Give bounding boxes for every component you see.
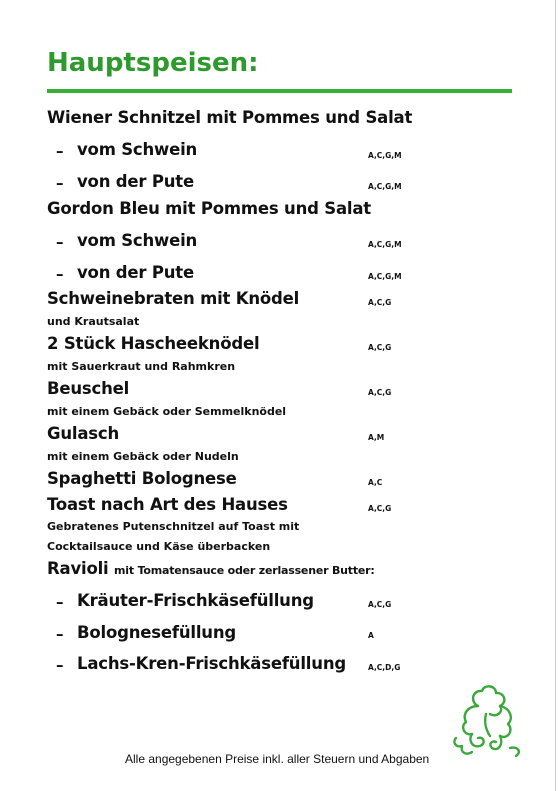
dash-marker: – <box>56 174 64 192</box>
allergen-code: A,C,G,M <box>368 182 402 191</box>
allergen-code: A,C,G <box>368 600 392 609</box>
allergen-code: A,C,G,M <box>368 240 402 249</box>
allergen-code: A,C,G <box>368 504 392 513</box>
dish-description: Cocktailsauce und Käse überbacken <box>47 540 271 553</box>
allergen-code: A,C,G,M <box>368 151 402 160</box>
dish-description: mit einem Gebäck oder Nudeln <box>47 450 239 463</box>
dish-option-gordon-schwein: vom Schwein <box>77 231 198 250</box>
dash-marker: – <box>56 233 64 251</box>
dish-hascheeknoedel: 2 Stück Hascheeknödel <box>47 334 260 353</box>
shamrock-logo-icon <box>448 682 526 762</box>
allergen-code: A,C,G <box>368 388 392 397</box>
dish-ravioli-note: mit Tomatensauce oder zerlassener Butter: <box>114 564 375 577</box>
dish-option-ravioli-bolognese: Bolognesefüllung <box>77 623 237 642</box>
dash-marker: – <box>56 656 64 674</box>
dish-spaghetti-bolognese: Spaghetti Bolognese <box>47 469 237 488</box>
dish-schweinebraten: Schweinebraten mit Knödel <box>47 289 300 308</box>
dish-option-schnitzel-pute: von der Pute <box>77 172 194 191</box>
dash-marker: – <box>56 625 64 643</box>
dish-option-ravioli-lachs: Lachs-Kren-Frischkäsefüllung <box>77 654 346 673</box>
dish-description: und Krautsalat <box>47 315 140 328</box>
page-title: Hauptspeisen: <box>47 48 259 78</box>
dash-marker: – <box>56 593 64 611</box>
allergen-code: A,C,G <box>368 298 392 307</box>
dish-option-ravioli-kraeuter: Kräuter-Frischkäsefüllung <box>77 591 314 610</box>
allergen-code: A,C <box>368 478 383 487</box>
dish-description: Gebratenes Putenschnitzel auf Toast mit <box>47 520 300 533</box>
dish-beuschel: Beuschel <box>47 379 130 398</box>
allergen-code: A,C,G,M <box>368 272 402 281</box>
footer-text: Alle angegebenen Preise inkl. aller Steuern und Abgaben <box>125 752 430 766</box>
allergen-code: A,C,G <box>368 343 392 352</box>
allergen-code: A,M <box>368 433 385 442</box>
dish-option-gordon-pute: von der Pute <box>77 263 194 282</box>
dash-marker: – <box>56 142 64 160</box>
dish-toast: Toast nach Art des Hauses <box>47 495 288 514</box>
dish-description: mit einem Gebäck oder Semmelknödel <box>47 405 287 418</box>
dish-ravioli <box>47 559 375 578</box>
dish-wiener-schnitzel: Wiener Schnitzel mit Pommes und Salat <box>47 108 413 127</box>
dish-gulasch: Gulasch <box>47 424 120 443</box>
dash-marker: – <box>56 265 64 283</box>
dish-ravioli-name: Ravioli <box>47 559 109 578</box>
dish-gordon-bleu: Gordon Bleu mit Pommes und Salat <box>47 199 371 218</box>
dish-description: mit Sauerkraut und Rahmkren <box>47 360 236 373</box>
allergen-code: A <box>368 631 374 640</box>
dish-option-schnitzel-schwein: vom Schwein <box>77 140 198 159</box>
allergen-code: A,C,D,G <box>368 663 401 672</box>
